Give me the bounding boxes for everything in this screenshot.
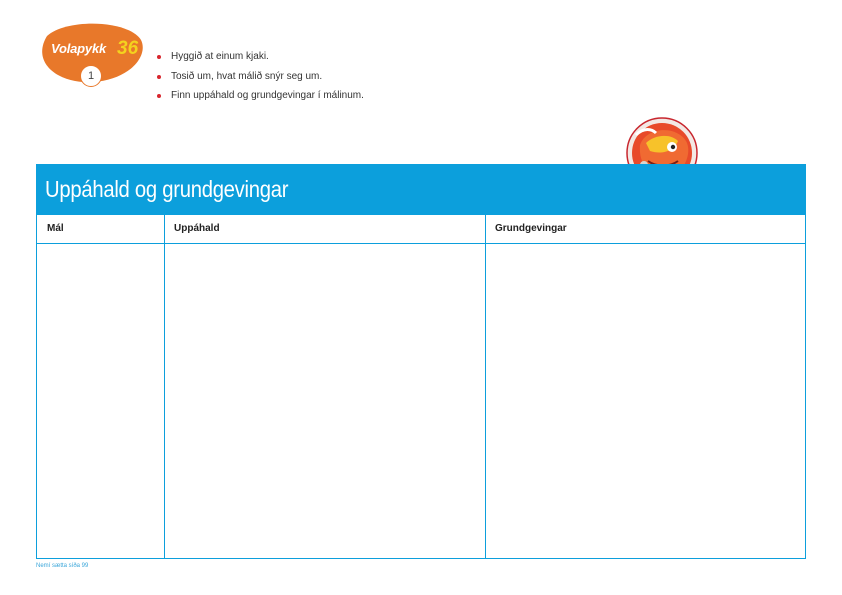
- column-header-grundgevingar: Grundgevingar: [495, 223, 567, 234]
- bullet-icon: [157, 75, 161, 79]
- grundgevingar-answer-cell[interactable]: [486, 244, 805, 558]
- page-number-badge: 1: [80, 65, 102, 87]
- worksheet-table: [36, 215, 806, 559]
- column-header-uppahald: Uppáhald: [174, 223, 220, 234]
- logo-text: Volapykk: [51, 41, 107, 56]
- mal-answer-cell[interactable]: [37, 244, 164, 558]
- bullet-icon: [157, 94, 161, 98]
- instruction-item: Tosið um, hvat málið snýr seg um.: [155, 67, 364, 87]
- footer-note: Nemí sætta síða 99: [36, 563, 89, 569]
- uppahald-answer-cell[interactable]: [165, 244, 485, 558]
- title-band: [36, 164, 806, 215]
- column-header-mal: Mál: [47, 223, 64, 234]
- instruction-list: [155, 47, 364, 106]
- logo-number: 36: [117, 38, 139, 59]
- page-title: Uppáhald og grundgevingar: [45, 176, 289, 202]
- instruction-item: Finn uppáhald og grundgevingar í málinum.: [155, 86, 364, 106]
- bullet-icon: [157, 55, 161, 59]
- instruction-item: Hyggið at einum kjaki.: [155, 47, 364, 67]
